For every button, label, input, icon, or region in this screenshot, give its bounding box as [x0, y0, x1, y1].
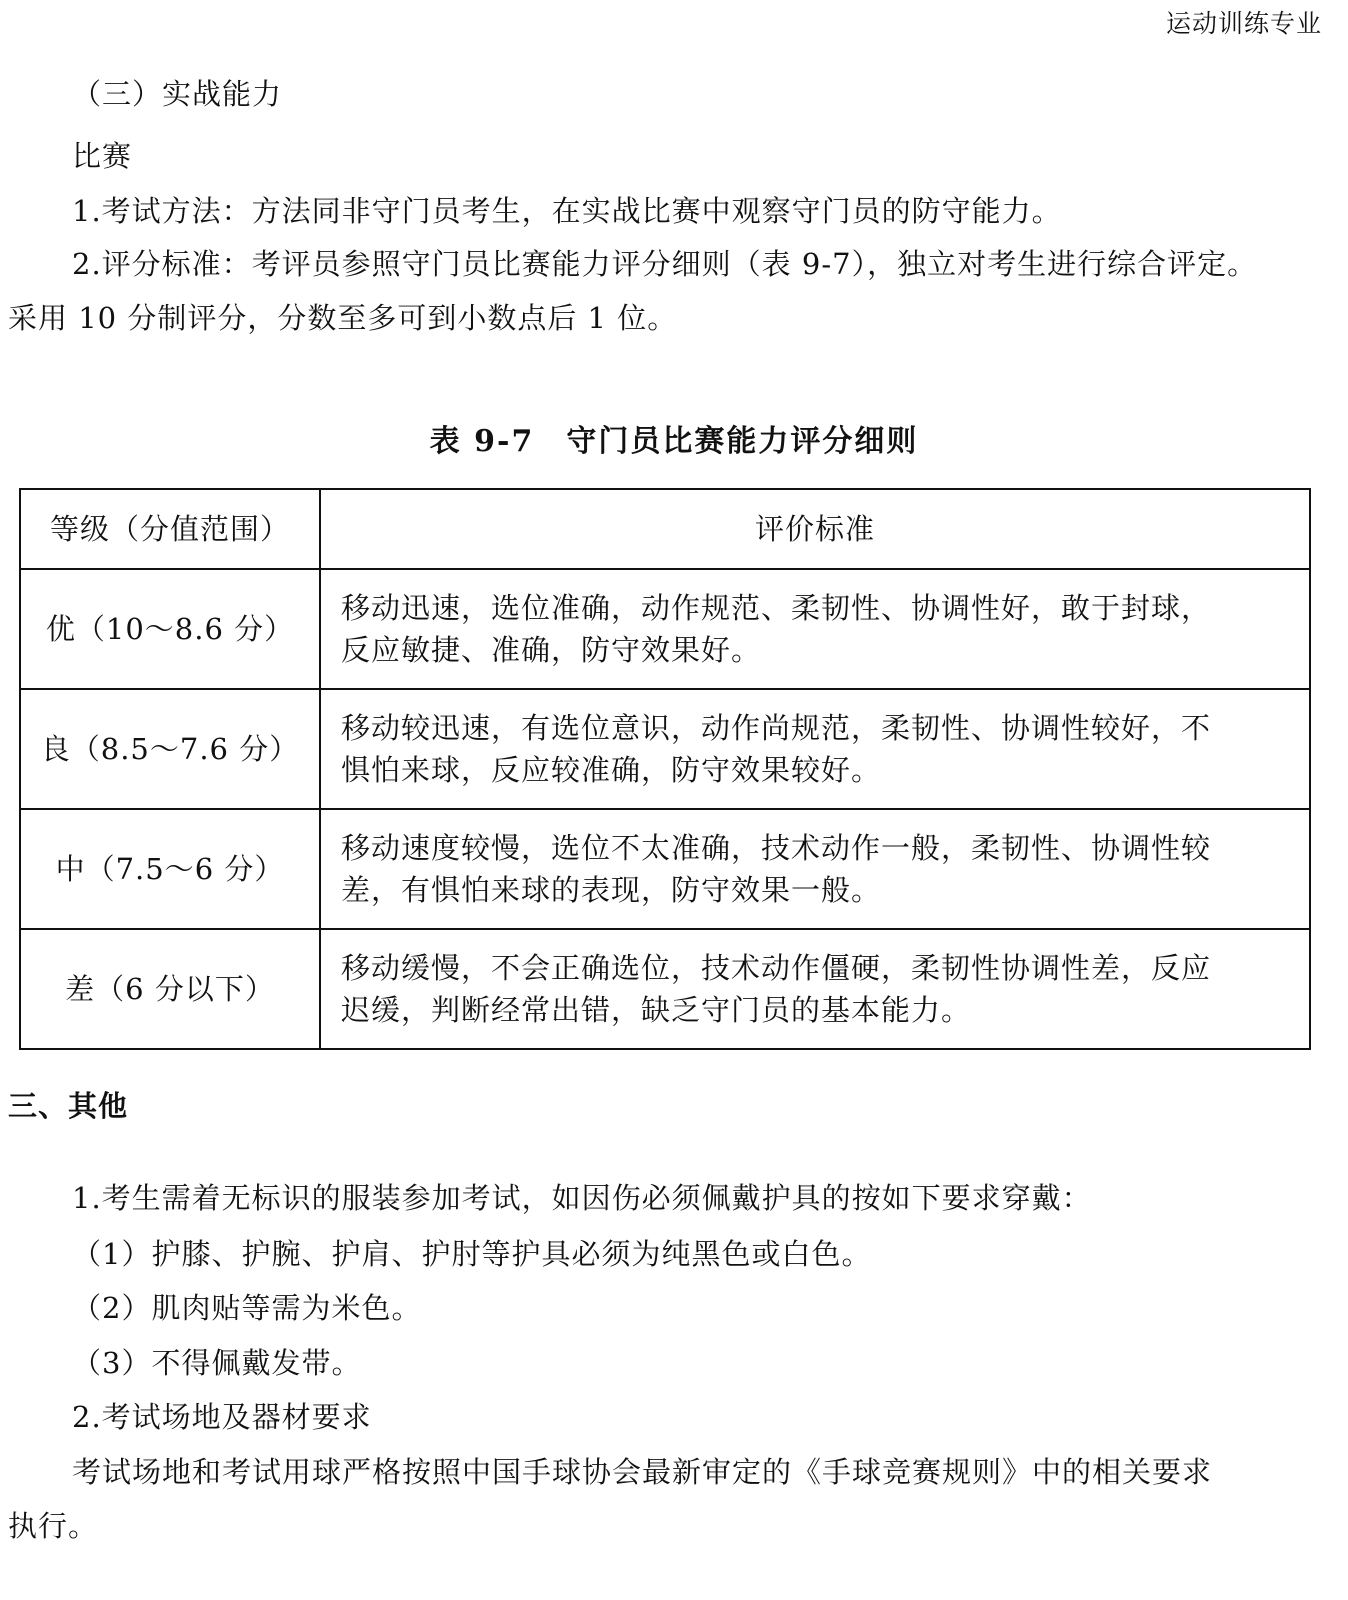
subheading-match: 比赛 — [72, 139, 133, 173]
scoring-standard-text: 2.评分标准：考评员参照守门员比赛能力评分细则（表 9-7），独立对考生进行综合评定。 — [72, 247, 1258, 281]
muscle-tape-rule: （2）肌肉贴等需为米色。 — [72, 1291, 422, 1325]
grade-cell: 差（6 分以下） — [20, 929, 320, 1049]
venue-rule-text: 考试场地和考试用球严格按照中国手球协会最新审定的《手球竞赛规则》中的相关要求 — [72, 1455, 1213, 1489]
headband-rule: （3）不得佩戴发带。 — [72, 1346, 362, 1380]
criteria-line: 差，有惧怕来球的表现，防守效果一般。 — [341, 873, 882, 907]
grade-cell: 优（10～8.6 分） — [20, 569, 320, 689]
criteria-line: 反应敏捷、准确，防守效果好。 — [341, 633, 762, 667]
goalkeeper-score-table — [19, 488, 1311, 1050]
table-caption: 表 9-7 守门员比赛能力评分细则 — [429, 424, 919, 459]
page-header-label: 运动训练专业 — [1165, 9, 1322, 38]
venue-rule-text-cont: 执行。 — [8, 1509, 99, 1543]
criteria-line: 移动迅速，选位准确，动作规范、柔韧性、协调性好，敢于封球， — [341, 591, 1212, 625]
venue-equipment-heading: 2.考试场地及器材要求 — [72, 1400, 372, 1434]
table-row — [20, 689, 1310, 809]
table-header-row — [20, 489, 1310, 569]
criteria-cell — [320, 929, 1310, 1049]
table-row — [20, 809, 1310, 929]
protective-gear-rule: （1）护膝、护腕、护肩、护肘等护具必须为纯黑色或白色。 — [72, 1237, 872, 1271]
header-grade: 等级（分值范围） — [20, 489, 320, 569]
criteria-cell — [320, 569, 1310, 689]
clothing-requirement-text: 1.考生需着无标识的服装参加考试，如因伤必须佩戴护具的按如下要求穿戴： — [72, 1181, 1092, 1215]
criteria-line: 移动速度较慢，选位不太准确，技术动作一般，柔韧性、协调性较 — [341, 831, 1212, 865]
grade-cell: 良（8.5～7.6 分） — [20, 689, 320, 809]
header-criteria: 评价标准 — [320, 489, 1310, 569]
criteria-line: 迟缓，判断经常出错，缺乏守门员的基本能力。 — [341, 993, 972, 1027]
section-heading-other: 三、其他 — [8, 1089, 129, 1123]
section-heading-combat: （三）实战能力 — [72, 77, 283, 111]
criteria-cell — [320, 689, 1310, 809]
grade-cell: 中（7.5～6 分） — [20, 809, 320, 929]
criteria-line: 移动缓慢，不会正确选位，技术动作僵硬，柔韧性协调性差，反应 — [341, 951, 1212, 985]
criteria-line: 惧怕来球，反应较准确，防守效果较好。 — [341, 753, 882, 787]
table-row — [20, 929, 1310, 1049]
criteria-cell — [320, 809, 1310, 929]
exam-method-text: 1.考试方法：方法同非守门员考生，在实战比赛中观察守门员的防守能力。 — [72, 194, 1062, 228]
table-row — [20, 569, 1310, 689]
scoring-standard-text-cont: 采用 10 分制评分，分数至多可到小数点后 1 位。 — [8, 301, 678, 335]
criteria-line: 移动较迅速，有选位意识，动作尚规范，柔韧性、协调性较好，不 — [341, 711, 1212, 745]
